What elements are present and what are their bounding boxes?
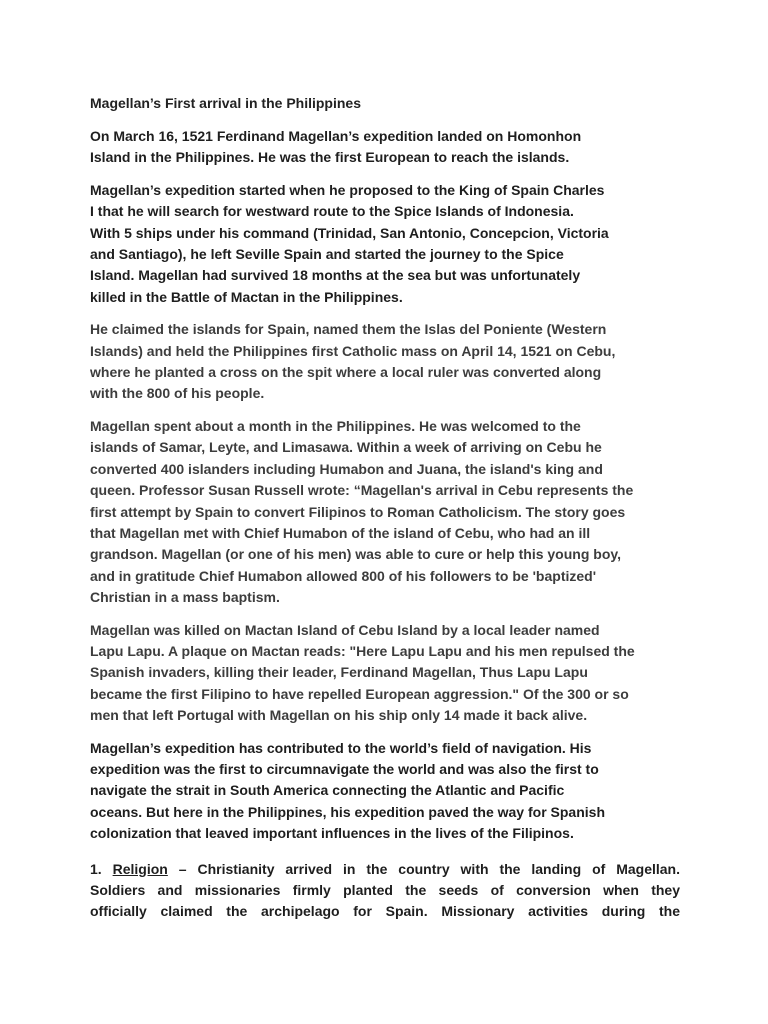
- text-line: I that he will search for westward route to the Spice Islands of Indonesia.: [90, 203, 574, 220]
- text-line: colonization that leaved important influences in the lives of the Filipinos.: [90, 825, 574, 842]
- text-line: Lapu Lapu. A plaque on Mactan reads: "Here Lapu Lapu and his men repulsed the: [90, 642, 635, 659]
- text-line: navigate the strait in South America connecting the Atlantic and Pacific: [90, 782, 565, 799]
- text-line: oceans. But here in the Philippines, his expedition paved the way for Spanish: [90, 803, 605, 820]
- text-line: and in gratitude Chief Humabon allowed 800 of his followers to be 'baptized': [90, 567, 597, 584]
- paragraph-month: [90, 416, 680, 609]
- list-first-line-rest: – Christianity arrived in the country with the landing of Magellan.: [167, 860, 680, 877]
- paragraph-contribution: [90, 738, 680, 845]
- text-line: He claimed the islands for Spain, named them the Islas del Poniente (Western: [90, 321, 607, 338]
- text-line: men that left Portugal with Magellan on his ship only 14 made it back alive.: [90, 707, 588, 724]
- paragraph-claim: [90, 319, 680, 405]
- text-line: With 5 ships under his command (Trinidad, San Antonio, Concepcion, Victoria: [90, 224, 609, 241]
- document-title: Magellan’s First arrival in the Philippines: [90, 95, 361, 111]
- text-line: islands of Samar, Leyte, and Limasawa. Within a week of arriving on Cebu he: [90, 439, 602, 456]
- text-line: Islands) and held the Philippines first Catholic mass on April 14, 1521 on Cebu,: [90, 342, 616, 359]
- text-line: [90, 859, 680, 880]
- list-item-religion: [90, 859, 680, 923]
- text-line: Magellan was killed on Mactan Island of Cebu Island by a local leader named: [90, 621, 600, 638]
- text-line: queen. Professor Susan Russell wrote: “Magellan's arrival in Cebu represents the: [90, 482, 634, 499]
- text-line: Spanish invaders, killing their leader, Ferdinand Magellan, Thus Lapu Lapu: [90, 664, 588, 681]
- text-line: expedition was the first to circumnavigate the world and was also the first to: [90, 760, 599, 777]
- paragraph-killed: [90, 620, 680, 727]
- text-line: On March 16, 1521 Ferdinand Magellan’s expedition landed on Homonhon: [90, 128, 582, 144]
- text-line: Magellan’s expedition has contributed to the world’s field of navigation. His: [90, 739, 592, 756]
- paragraph-landing: [90, 126, 680, 169]
- text-line: Magellan’s expedition started when he proposed to the King of Spain Charles: [90, 181, 605, 198]
- text-line: where he planted a cross on the spit where a local ruler was converted along: [90, 364, 602, 381]
- document-page: [90, 93, 680, 923]
- text-line: killed in the Battle of Mactan in the Philippines.: [90, 288, 403, 305]
- text-line: became the first Filipino to have repelled European aggression." Of the 300 or so: [90, 685, 629, 702]
- text-line: Island. Magellan had survived 18 months at the sea but was unfortunately: [90, 267, 581, 284]
- text-line: officially claimed the archipelago for Spain. Missionary activities during the: [90, 903, 680, 920]
- list-term: Religion: [112, 860, 168, 877]
- text-line: grandson. Magellan (or one of his men) was able to cure or help this young boy,: [90, 546, 622, 563]
- text-line: that Magellan met with Chief Humabon of the island of Cebu, who had an ill: [90, 524, 591, 541]
- text-line: Magellan spent about a month in the Philippines. He was welcomed to the: [90, 417, 581, 434]
- list-number: 1.: [90, 860, 102, 877]
- text-line: with the 800 of his people.: [90, 385, 265, 402]
- text-line: Soldiers and missionaries firmly planted the seeds of conversion when they: [90, 882, 680, 898]
- text-line: converted 400 islanders including Humabon and Juana, the island's king and: [90, 460, 603, 477]
- text-line: Island in the Philippines. He was the first European to reach the islands.: [90, 149, 570, 166]
- paragraph-expedition: [90, 180, 680, 308]
- text-line: and Santiago), he left Seville Spain and started the journey to the Spice: [90, 246, 564, 263]
- text-line: first attempt by Spain to convert Filipinos to Roman Catholicism. The story goes: [90, 503, 626, 520]
- text-line: Christian in a mass baptism.: [90, 589, 280, 606]
